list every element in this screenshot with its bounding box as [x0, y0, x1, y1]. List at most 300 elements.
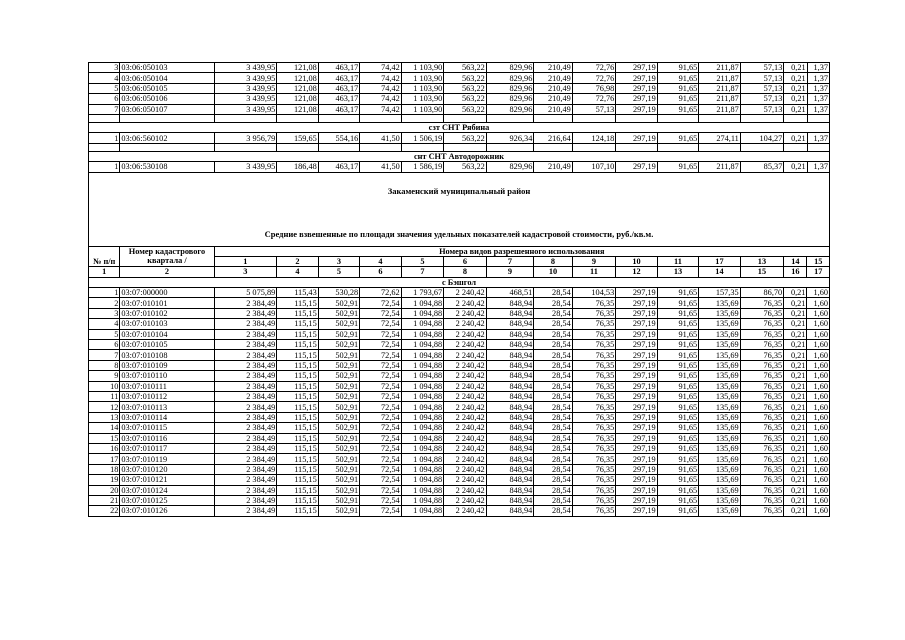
header-cadastral: Номер кадастрового квартала / [120, 246, 214, 267]
value-cell: 91,65 [657, 360, 698, 370]
value-cell: 76,35 [740, 454, 784, 464]
row-number: 21 [89, 495, 120, 505]
value-cell: 0,21 [784, 133, 807, 143]
value-cell: 1 094,88 [401, 329, 444, 339]
value-cell: 1,60 [807, 454, 830, 464]
value-cell: 297,19 [616, 133, 658, 143]
empty-cell [534, 143, 572, 151]
value-cell: 28,54 [534, 329, 572, 339]
empty-cell [657, 114, 699, 122]
spacer-row [89, 143, 830, 151]
cadastral-number: 03:07:010124 [120, 485, 214, 495]
value-cell: 1 094,88 [401, 464, 444, 474]
empty-cell [486, 143, 534, 151]
use-code: 14 [784, 256, 807, 266]
table-row [89, 308, 830, 318]
cadastral-table-main [88, 246, 830, 517]
value-cell: 76,35 [572, 340, 616, 350]
value-cell: 115,15 [277, 391, 318, 401]
use-code: 8 [534, 256, 572, 266]
value-cell: 72,54 [360, 443, 401, 453]
value-cell: 135,69 [699, 475, 740, 485]
value-cell: 115,15 [277, 423, 318, 433]
value-cell: 76,35 [740, 495, 784, 505]
empty-cell [120, 143, 214, 151]
table-row [89, 104, 830, 114]
empty-cell [699, 143, 741, 151]
value-cell: 72,54 [360, 329, 401, 339]
row-number: 18 [89, 464, 120, 474]
value-cell: 28,54 [534, 360, 572, 370]
column-number: 16 [784, 267, 807, 277]
value-cell: 2 240,42 [444, 412, 487, 422]
value-cell: 563,22 [444, 104, 487, 114]
empty-cell [807, 143, 829, 151]
value-cell: 72,54 [360, 433, 401, 443]
value-cell: 848,94 [486, 391, 534, 401]
value-cell: 1,37 [807, 83, 829, 93]
value-cell: 0,21 [784, 485, 807, 495]
value-cell: 297,19 [616, 371, 657, 381]
column-number: 13 [657, 267, 698, 277]
value-cell: 76,35 [572, 350, 616, 360]
value-cell: 502,91 [318, 423, 359, 433]
cadastral-number: 03:07:000000 [120, 288, 214, 298]
value-cell: 0,21 [784, 423, 807, 433]
value-cell: 91,65 [657, 288, 698, 298]
value-cell: 2 240,42 [444, 340, 487, 350]
empty-cell [444, 114, 487, 122]
value-cell: 57,13 [572, 104, 616, 114]
value-cell: 1,60 [807, 402, 830, 412]
column-number: 6 [360, 267, 401, 277]
section-title-row [89, 277, 830, 287]
value-cell: 76,35 [740, 464, 784, 474]
value-cell: 85,37 [740, 162, 784, 172]
value-cell: 2 384,49 [214, 340, 277, 350]
value-cell: 1,60 [807, 371, 830, 381]
value-cell: 2 240,42 [444, 443, 487, 453]
value-cell: 297,19 [616, 104, 658, 114]
value-cell: 297,19 [616, 63, 658, 73]
value-cell: 3 439,95 [214, 94, 277, 104]
table-row [89, 133, 830, 143]
value-cell: 297,19 [616, 402, 657, 412]
value-cell: 1,60 [807, 423, 830, 433]
value-cell: 135,69 [699, 350, 740, 360]
value-cell: 159,65 [277, 133, 319, 143]
value-cell: 3 956,79 [214, 133, 277, 143]
value-cell: 72,54 [360, 485, 401, 495]
use-code: 6 [444, 256, 487, 266]
row-number: 4 [89, 319, 120, 329]
value-cell: 1,60 [807, 298, 830, 308]
column-number: 8 [444, 267, 487, 277]
value-cell: 135,69 [699, 371, 740, 381]
value-cell: 91,65 [657, 162, 699, 172]
value-cell: 76,35 [572, 433, 616, 443]
value-cell: 135,69 [699, 412, 740, 422]
value-cell: 135,69 [699, 391, 740, 401]
value-cell: 135,69 [699, 443, 740, 453]
value-cell: 135,69 [699, 381, 740, 391]
value-cell: 2 240,42 [444, 495, 487, 505]
cadastral-number: 03:07:010117 [120, 443, 214, 453]
value-cell: 0,21 [784, 464, 807, 474]
value-cell: 76,35 [572, 391, 616, 401]
value-cell: 0,21 [784, 443, 807, 453]
value-cell: 2 240,42 [444, 319, 487, 329]
section-title-row [89, 122, 830, 132]
value-cell: 848,94 [486, 485, 534, 495]
value-cell: 1 094,88 [401, 443, 444, 453]
value-cell: 72,54 [360, 475, 401, 485]
value-cell: 76,35 [740, 402, 784, 412]
value-cell: 76,35 [740, 329, 784, 339]
value-cell: 72,54 [360, 454, 401, 464]
column-number: 5 [318, 267, 359, 277]
empty-cell [534, 114, 572, 122]
column-number: 15 [740, 267, 784, 277]
cadastral-number: 03:06:050106 [120, 94, 214, 104]
value-cell: 2 384,49 [214, 360, 277, 370]
value-cell: 76,35 [572, 475, 616, 485]
use-code: 7 [486, 256, 534, 266]
row-number: 9 [89, 371, 120, 381]
value-cell: 76,35 [740, 485, 784, 495]
value-cell: 76,98 [572, 83, 616, 93]
use-code: 11 [657, 256, 698, 266]
empty-cell [360, 114, 402, 122]
value-cell: 297,19 [616, 350, 657, 360]
value-cell: 502,91 [318, 454, 359, 464]
value-cell: 829,96 [486, 73, 534, 83]
value-cell: 76,35 [740, 308, 784, 318]
value-cell: 1,60 [807, 319, 830, 329]
value-cell: 115,15 [277, 475, 318, 485]
value-cell: 74,42 [360, 83, 402, 93]
value-cell: 76,35 [572, 443, 616, 453]
value-cell: 297,19 [616, 83, 658, 93]
value-cell: 115,15 [277, 350, 318, 360]
value-cell: 0,21 [784, 495, 807, 505]
value-cell: 211,87 [699, 63, 741, 73]
empty-cell [486, 114, 534, 122]
value-cell: 72,54 [360, 298, 401, 308]
value-cell: 135,69 [699, 340, 740, 350]
value-cell: 297,19 [616, 73, 658, 83]
value-cell: 848,94 [486, 371, 534, 381]
value-cell: 72,54 [360, 308, 401, 318]
value-cell: 28,54 [534, 371, 572, 381]
region-title: Закаменский муниципальный район [387, 185, 531, 196]
value-cell: 86,70 [740, 288, 784, 298]
value-cell: 554,16 [318, 133, 360, 143]
value-cell: 297,19 [616, 454, 657, 464]
value-cell: 76,35 [740, 433, 784, 443]
value-cell: 2 384,49 [214, 443, 277, 453]
value-cell: 0,21 [784, 298, 807, 308]
row-number: 11 [89, 391, 120, 401]
use-code: 1 [214, 256, 277, 266]
value-cell: 1 094,88 [401, 360, 444, 370]
value-cell: 91,65 [657, 73, 699, 83]
value-cell: 91,65 [657, 133, 699, 143]
value-cell: 0,21 [784, 73, 807, 83]
value-cell: 463,17 [318, 83, 360, 93]
use-code: 15 [807, 256, 830, 266]
value-cell: 91,65 [657, 423, 698, 433]
value-cell: 926,34 [486, 133, 534, 143]
value-cell: 1 094,88 [401, 402, 444, 412]
value-cell: 135,69 [699, 360, 740, 370]
row-number: 5 [89, 329, 120, 339]
value-cell: 76,35 [572, 329, 616, 339]
value-cell: 157,35 [699, 288, 740, 298]
row-number: 6 [89, 94, 120, 104]
value-cell: 72,54 [360, 506, 401, 516]
row-number: 1 [89, 288, 120, 298]
value-cell: 135,69 [699, 423, 740, 433]
value-cell: 502,91 [318, 402, 359, 412]
value-cell: 1 103,90 [401, 94, 444, 104]
value-cell: 502,91 [318, 464, 359, 474]
value-cell: 28,54 [534, 288, 572, 298]
empty-cell [277, 143, 319, 151]
table-row [89, 288, 830, 298]
empty-cell [401, 114, 444, 122]
value-cell: 502,91 [318, 485, 359, 495]
value-cell: 115,15 [277, 433, 318, 443]
value-cell: 76,35 [572, 454, 616, 464]
use-code: 2 [277, 256, 318, 266]
cadastral-number: 03:07:010112 [120, 391, 214, 401]
value-cell: 848,94 [486, 495, 534, 505]
value-cell: 1,60 [807, 495, 830, 505]
row-number: 5 [89, 83, 120, 93]
value-cell: 76,35 [572, 423, 616, 433]
value-cell: 107,10 [572, 162, 616, 172]
value-cell: 91,65 [657, 371, 698, 381]
row-number: 15 [89, 433, 120, 443]
value-cell: 115,15 [277, 464, 318, 474]
empty-cell [784, 114, 807, 122]
value-cell: 0,21 [784, 475, 807, 485]
value-cell: 57,13 [740, 94, 784, 104]
value-cell: 2 384,49 [214, 423, 277, 433]
value-cell: 115,15 [277, 371, 318, 381]
column-number: 12 [616, 267, 657, 277]
value-cell: 0,21 [784, 433, 807, 443]
section-title: сзт СНТ Рябина [89, 122, 830, 132]
value-cell: 1,60 [807, 485, 830, 495]
value-cell: 2 240,42 [444, 423, 487, 433]
table-row [89, 319, 830, 329]
value-cell: 76,35 [572, 506, 616, 516]
value-cell: 76,35 [740, 371, 784, 381]
section-title: с Бэшгол [89, 277, 830, 287]
value-cell: 135,69 [699, 433, 740, 443]
value-cell: 297,19 [616, 495, 657, 505]
value-cell: 0,21 [784, 83, 807, 93]
value-cell: 57,13 [740, 63, 784, 73]
cadastral-number: 03:06:050103 [120, 63, 214, 73]
table-row [89, 162, 830, 172]
value-cell: 1 094,88 [401, 412, 444, 422]
table-row [89, 475, 830, 485]
value-cell: 1 094,88 [401, 506, 444, 516]
value-cell: 502,91 [318, 319, 359, 329]
value-cell: 91,65 [657, 308, 698, 318]
value-cell: 74,42 [360, 104, 402, 114]
value-cell: 2 384,49 [214, 308, 277, 318]
value-cell: 74,42 [360, 94, 402, 104]
value-cell: 72,54 [360, 350, 401, 360]
value-cell: 28,54 [534, 475, 572, 485]
value-cell: 76,35 [740, 423, 784, 433]
table-row [89, 329, 830, 339]
value-cell: 72,54 [360, 423, 401, 433]
table-row [89, 371, 830, 381]
value-cell: 502,91 [318, 433, 359, 443]
value-cell: 0,21 [784, 360, 807, 370]
value-cell: 0,21 [784, 63, 807, 73]
value-cell: 502,91 [318, 371, 359, 381]
value-cell: 91,65 [657, 485, 698, 495]
value-cell: 848,94 [486, 319, 534, 329]
value-cell: 211,87 [699, 94, 741, 104]
value-cell: 2 384,49 [214, 495, 277, 505]
value-cell: 2 384,49 [214, 402, 277, 412]
value-cell: 115,15 [277, 381, 318, 391]
use-code: 5 [401, 256, 444, 266]
value-cell: 2 240,42 [444, 485, 487, 495]
row-number: 1 [89, 162, 120, 172]
value-cell: 72,54 [360, 412, 401, 422]
value-cell: 121,08 [277, 83, 319, 93]
header-column-numbers [89, 267, 830, 277]
value-cell: 0,21 [784, 329, 807, 339]
value-cell: 2 384,49 [214, 319, 277, 329]
value-cell: 563,22 [444, 94, 487, 104]
value-cell: 2 240,42 [444, 391, 487, 401]
value-cell: 91,65 [657, 381, 698, 391]
value-cell: 0,21 [784, 350, 807, 360]
value-cell: 124,18 [572, 133, 616, 143]
value-cell: 104,53 [572, 288, 616, 298]
value-cell: 468,51 [486, 288, 534, 298]
value-cell: 76,35 [740, 298, 784, 308]
value-cell: 1 094,88 [401, 391, 444, 401]
cadastral-number: 03:07:010101 [120, 298, 214, 308]
row-number: 7 [89, 104, 120, 114]
cadastral-number: 03:07:010102 [120, 308, 214, 318]
value-cell: 502,91 [318, 391, 359, 401]
value-cell: 115,15 [277, 454, 318, 464]
value-cell: 135,69 [699, 402, 740, 412]
value-cell: 1,60 [807, 350, 830, 360]
value-cell: 28,54 [534, 433, 572, 443]
value-cell: 74,42 [360, 63, 402, 73]
value-cell: 121,08 [277, 94, 319, 104]
value-cell: 502,91 [318, 381, 359, 391]
cadastral-number: 03:07:010104 [120, 329, 214, 339]
row-number: 10 [89, 381, 120, 391]
value-cell: 502,91 [318, 475, 359, 485]
value-cell: 135,69 [699, 464, 740, 474]
value-cell: 28,54 [534, 350, 572, 360]
cadastral-number: 03:07:010125 [120, 495, 214, 505]
value-cell: 211,87 [699, 104, 741, 114]
value-cell: 563,22 [444, 162, 487, 172]
value-cell: 115,15 [277, 495, 318, 505]
value-cell: 76,35 [740, 381, 784, 391]
value-cell: 72,62 [360, 288, 401, 298]
cadastral-number: 03:07:010105 [120, 340, 214, 350]
table-row [89, 464, 830, 474]
value-cell: 28,54 [534, 443, 572, 453]
value-cell: 297,19 [616, 329, 657, 339]
use-code: 13 [740, 256, 784, 266]
value-cell: 28,54 [534, 381, 572, 391]
value-cell: 76,35 [740, 319, 784, 329]
empty-cell [572, 143, 616, 151]
empty-cell [120, 114, 214, 122]
table-row [89, 360, 830, 370]
value-cell: 91,65 [657, 298, 698, 308]
value-cell: 297,19 [616, 162, 658, 172]
value-cell: 91,65 [657, 94, 699, 104]
value-cell: 1,60 [807, 412, 830, 422]
empty-cell [277, 114, 319, 122]
value-cell: 502,91 [318, 308, 359, 318]
table-row [89, 495, 830, 505]
value-cell: 28,54 [534, 319, 572, 329]
row-number: 8 [89, 360, 120, 370]
value-cell: 297,19 [616, 298, 657, 308]
value-cell: 76,35 [572, 402, 616, 412]
value-cell: 2 240,42 [444, 288, 487, 298]
value-cell: 2 240,42 [444, 350, 487, 360]
value-cell: 848,94 [486, 360, 534, 370]
value-cell: 1,37 [807, 133, 829, 143]
header-uses: Номера видов разрешенного использования [214, 246, 830, 256]
value-cell: 91,65 [657, 412, 698, 422]
row-number: 3 [89, 308, 120, 318]
header-row-1 [89, 246, 830, 256]
table-row [89, 443, 830, 453]
section-title: снт СНТ Автодорожник [89, 151, 830, 161]
value-cell: 0,21 [784, 402, 807, 412]
value-cell: 297,19 [616, 391, 657, 401]
table-row [89, 454, 830, 464]
value-cell: 91,65 [657, 433, 698, 443]
value-cell: 297,19 [616, 308, 657, 318]
empty-cell [616, 143, 658, 151]
row-number: 22 [89, 506, 120, 516]
value-cell: 502,91 [318, 443, 359, 453]
value-cell: 135,69 [699, 495, 740, 505]
value-cell: 3 439,95 [214, 63, 277, 73]
value-cell: 1,60 [807, 464, 830, 474]
value-cell: 848,94 [486, 350, 534, 360]
value-cell: 2 384,49 [214, 371, 277, 381]
value-cell: 1 094,88 [401, 298, 444, 308]
value-cell: 2 240,42 [444, 371, 487, 381]
value-cell: 0,21 [784, 288, 807, 298]
cadastral-number: 03:07:010120 [120, 464, 214, 474]
value-cell: 2 240,42 [444, 381, 487, 391]
